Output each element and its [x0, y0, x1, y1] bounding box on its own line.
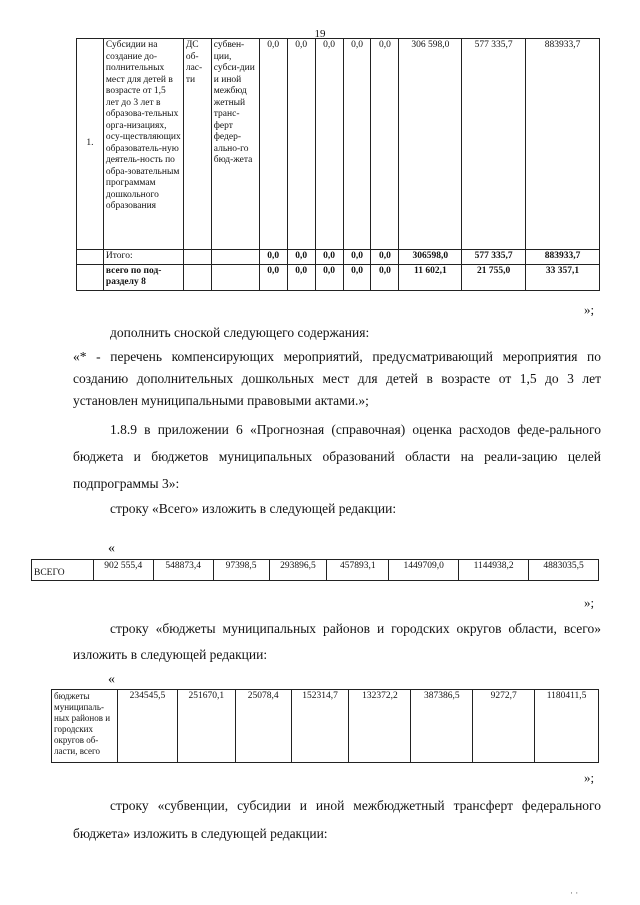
table-cell: 1144938,2: [459, 560, 529, 581]
table-cell: 0,0: [315, 250, 343, 265]
table-cell: 902 555,4: [93, 560, 153, 581]
table-row: [52, 690, 599, 763]
table-cell: 152314,7: [291, 690, 349, 763]
table-cell: 0,0: [343, 250, 371, 265]
row-source: субвен-ции, субси-дии и иной межбюд жетный транс-ферт федер-ально-го бюд-жета: [211, 39, 259, 250]
table-cell: 0,0: [287, 264, 315, 290]
table-cell: 0,0: [371, 39, 399, 250]
table-cell: 1180411,5: [535, 690, 599, 763]
table-cell: 387386,5: [411, 690, 473, 763]
table-cell: 132372,2: [349, 690, 411, 763]
paragraph: «* - перечень компенсирующих мероприятий, предусматривающий мероприятия по созданию дополнительных дошкольных мест для детей в возрасте от 1,5 до 3 лет установлен муниципальными правовыми актами.»;: [73, 349, 601, 408]
table-cell: 883933,7: [526, 250, 600, 265]
table-cell: 883933,7: [526, 39, 600, 250]
closing-quote: »;: [584, 770, 595, 785]
table-row: [77, 250, 600, 265]
table-cell: 306 598,0: [399, 39, 462, 250]
table-cell: 0,0: [315, 39, 343, 250]
table-cell: 33 357,1: [526, 264, 600, 290]
paragraph: строку «бюджеты муниципальных районов и городских округов области, всего» изложить в следующей редакции:: [73, 621, 601, 662]
closing-quote: »;: [584, 595, 595, 610]
table-cell: 0,0: [287, 250, 315, 265]
paragraph: строку «субвенции, субсидии и иной межбюджетный трансферт федерального бюджета» изложить в следующей редакции:: [73, 798, 601, 841]
table-row: [32, 560, 599, 581]
closing-quote: »;: [584, 302, 595, 317]
total-label: Итого:: [103, 250, 183, 265]
opening-quote: «: [108, 672, 115, 687]
total-row-table: [31, 559, 599, 581]
corner-mark: · ·: [570, 888, 579, 898]
table-cell: 97398,5: [213, 560, 269, 581]
table-cell: 21 755,0: [462, 264, 526, 290]
table-cell: 0,0: [371, 264, 399, 290]
table-cell: 4883035,5: [529, 560, 599, 581]
table-cell: 1449709,0: [389, 560, 459, 581]
row-executor: ДС об-лас-ти: [183, 39, 211, 250]
table-cell: 234545,5: [117, 690, 177, 763]
table-cell: 25078,4: [235, 690, 291, 763]
paragraph: дополнить сноской следующего содержания:: [110, 325, 370, 340]
table-cell: 0,0: [287, 39, 315, 250]
table-cell: 9272,7: [473, 690, 535, 763]
subsidy-table: [76, 38, 600, 291]
table-row: [77, 39, 600, 250]
table-cell: 11 602,1: [399, 264, 462, 290]
row-name: Субсидии на создание до-полнительных мест для детей в возрасте от 1,5 лет до 3 лет в образова-тельных орга-низациях, осу-ществляющих образователь-ную деятель-ность по обра-зовательным программам дошкольного образования: [103, 39, 183, 250]
table-cell: 251670,1: [177, 690, 235, 763]
paragraph: 1.8.9 в приложении 6 «Прогнозная (справочная) оценка расходов феде-рального бюджета и бюджетов муниципальных образований области на реали-зацию целей подпрограммы 3»:: [73, 422, 601, 491]
page-number: 19: [314, 28, 326, 40]
table-cell: 0,0: [315, 264, 343, 290]
paragraph: строку «Всего» изложить в следующей редакции:: [110, 501, 397, 516]
table-cell: 0,0: [371, 250, 399, 265]
row-label: ВСЕГО: [32, 560, 94, 581]
table-cell: 0,0: [259, 39, 287, 250]
table-cell: 0,0: [259, 264, 287, 290]
municipal-row-table: [51, 689, 599, 763]
table-cell: 0,0: [259, 250, 287, 265]
opening-quote: «: [108, 541, 115, 556]
table-row: [77, 264, 600, 290]
table-cell: 0,0: [343, 39, 371, 250]
row-index: 1.: [77, 39, 104, 250]
table-cell: 577 335,7: [462, 39, 526, 250]
table-cell: 577 335,7: [462, 250, 526, 265]
table-cell: 306598,0: [399, 250, 462, 265]
table-cell: 0,0: [343, 264, 371, 290]
section-label: всего по под-разделу 8: [103, 264, 183, 290]
row-label: бюджеты муниципаль-ных районов и городских округов об-ласти, всего: [52, 690, 118, 763]
table-cell: 293896,5: [269, 560, 327, 581]
table-cell: 457893,1: [327, 560, 389, 581]
table-cell: 548873,4: [153, 560, 213, 581]
